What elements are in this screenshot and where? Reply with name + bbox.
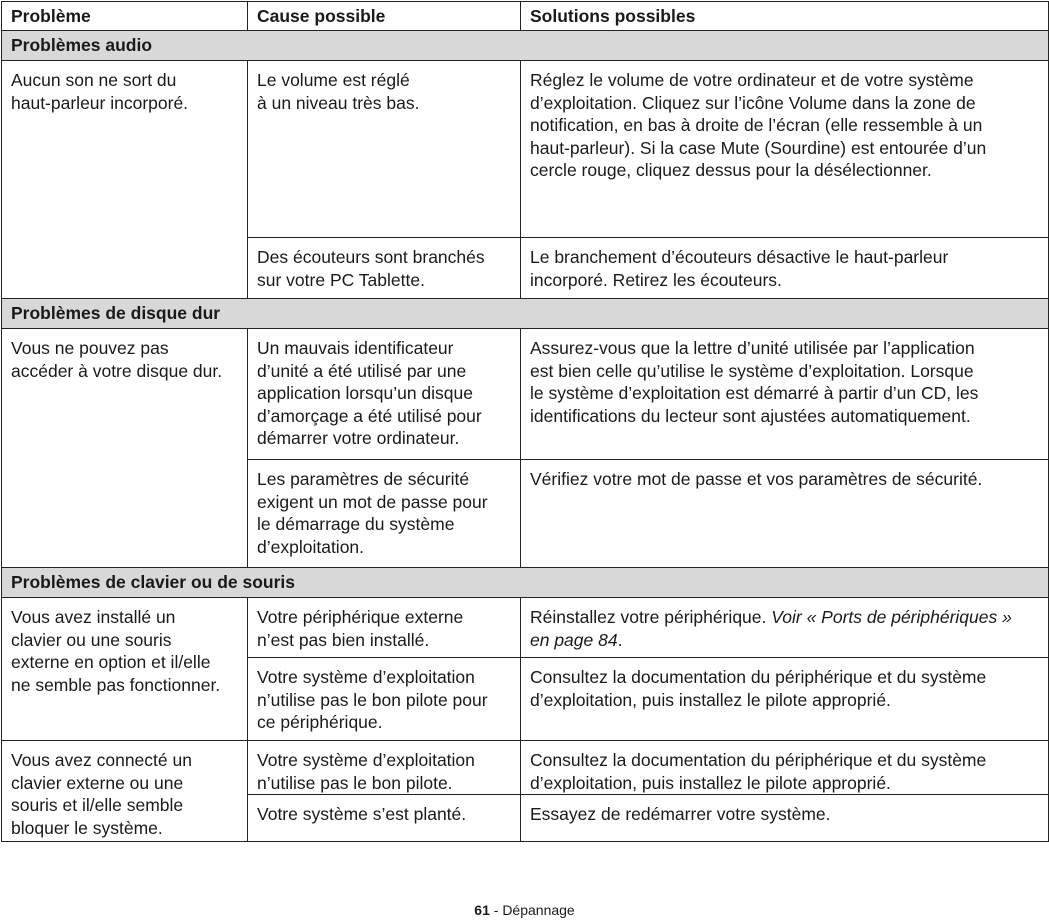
cause-cell: Votre système s’est planté. <box>248 795 521 842</box>
header-solution: Solutions possibles <box>521 2 1049 31</box>
cause-cell: Un mauvais identificateur d’unité a été utilisé par une application lorsqu’un disque d’amorçage a été utilisé pour démarrer votre ordinateur. <box>248 329 521 460</box>
page-number: 61 <box>474 902 490 918</box>
section-title: Problèmes audio <box>2 31 1049 61</box>
section-title: Problèmes de disque dur <box>2 299 1049 329</box>
header-problem: Problème <box>2 2 248 31</box>
header-cause: Cause possible <box>248 2 521 31</box>
table-header-row <box>2 2 1049 31</box>
cause-cell: Votre périphérique externe n’est pas bien installé. <box>248 598 521 658</box>
problem-cell: Vous avez installé un clavier ou une souris externe en option et il/elle ne semble pas fonctionner. <box>2 598 248 741</box>
section-header-hard-disk <box>2 299 1049 329</box>
cause-cell: Votre système d’exploitation n’utilise pas le bon pilote pour ce périphérique. <box>248 658 521 741</box>
solution-cell: Le branchement d’écouteurs désactive le haut-parleur incorporé. Retirez les écouteurs. <box>521 238 1049 299</box>
table-row <box>2 329 1049 460</box>
problem-cell: Vous avez connecté un clavier externe ou une souris et il/elle semble bloquer le système. <box>2 741 248 842</box>
page-footer <box>0 901 1049 919</box>
section-header-audio <box>2 31 1049 61</box>
solution-cell: Vérifiez votre mot de passe et vos paramètres de sécurité. <box>521 460 1049 568</box>
cause-cell: Des écouteurs sont branchés sur votre PC Tablette. <box>248 238 521 299</box>
solution-cell: Assurez-vous que la lettre d’unité utilisée par l’application est bien celle qu’utilise le système d’exploitation. Lorsque le système d’exploitation est démarré à partir d’un CD, les identifications du lecteur sont ajustées automatiquement. <box>521 329 1049 460</box>
section-header-keyboard-mouse <box>2 568 1049 598</box>
cause-cell: Votre système d’exploitation n’utilise pas le bon pilote. <box>248 741 521 795</box>
solution-period: . <box>617 629 623 650</box>
section-title: Problèmes de clavier ou de souris <box>2 568 1049 598</box>
solution-cell: Essayez de redémarrer votre système. <box>521 795 1049 842</box>
solution-text: Réinstallez votre périphérique. <box>530 607 772 627</box>
solution-cell <box>521 598 1049 658</box>
table-row <box>2 598 1049 658</box>
table-row <box>2 741 1049 795</box>
cause-cell: Le volume est réglé à un niveau très bas. <box>248 61 521 238</box>
footer-separator: - <box>489 902 503 918</box>
troubleshooting-table <box>1 1 1049 842</box>
problem-cell: Aucun son ne sort du haut-parleur incorporé. <box>2 61 248 299</box>
page-reference-link: Voir « Ports de périphériques » en page 84 <box>530 607 1012 650</box>
footer-title: Dépannage <box>502 902 575 918</box>
solution-cell: Consultez la documentation du périphérique et du système d’exploitation, puis installez le pilote approprié. <box>521 741 1049 795</box>
table-row <box>2 61 1049 238</box>
solution-cell: Consultez la documentation du périphérique et du système d’exploitation, puis installez le pilote approprié. <box>521 658 1049 741</box>
problem-cell: Vous ne pouvez pas accéder à votre disque dur. <box>2 329 248 568</box>
cause-cell: Les paramètres de sécurité exigent un mot de passe pour le démarrage du système d’exploitation. <box>248 460 521 568</box>
solution-cell: Réglez le volume de votre ordinateur et de votre système d’exploitation. Cliquez sur l’icône Volume dans la zone de notification, en bas à droite de l’écran (elle ressemble à un haut-parleur). Si la case Mute (Sourdine) est entourée d’un cercle rouge, cliquez dessus pour la désélectionner. <box>521 61 1049 238</box>
